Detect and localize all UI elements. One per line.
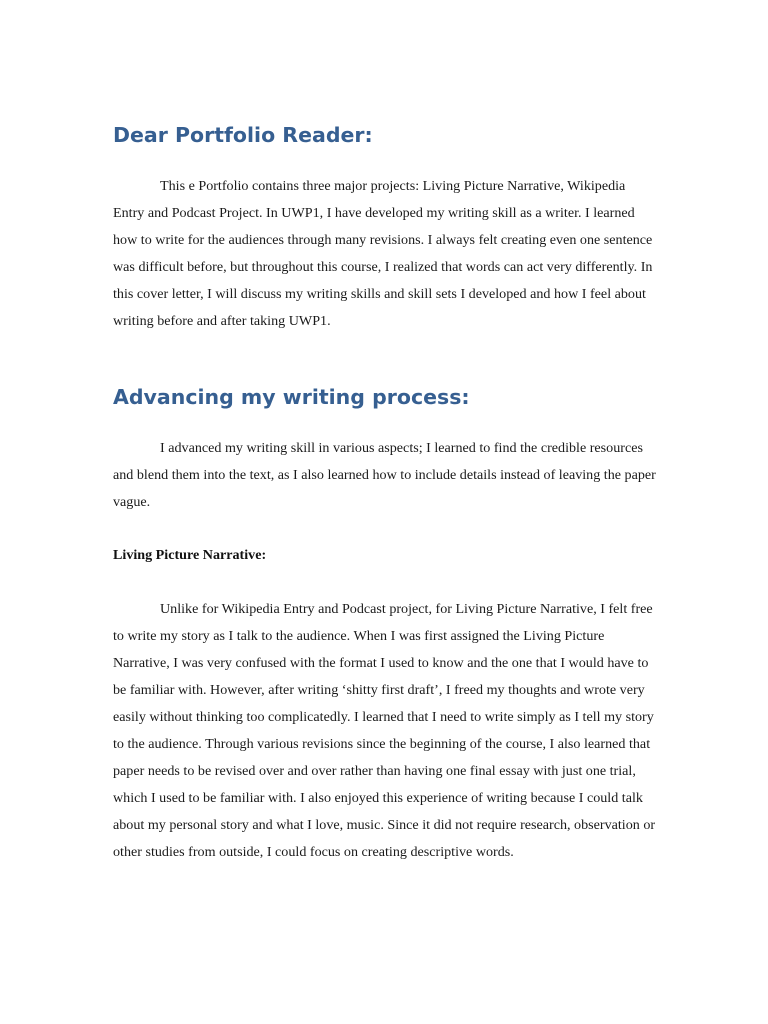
living-picture-narrative-subheading: Living Picture Narrative: xyxy=(113,547,267,563)
intro-heading: Dear Portfolio Reader: xyxy=(113,123,373,147)
process-heading: Advancing my writing process: xyxy=(113,385,470,409)
intro-paragraph: This e Portfolio contains three major projects: Living Picture Narrative, Wikipedia Entry and Podcast Project. In UWP1, I have developed my writing skill as a writer. I learned how to write for the audiences through many revisions. I always felt creating even one sentence was difficult before, but throughout this course, I realized that words can act very differently. In this cover letter, I will discuss my writing skills and skill sets I developed and how I feel about writing before and after taking UWP1. xyxy=(113,178,653,329)
living-picture-narrative-paragraph: Unlike for Wikipedia Entry and Podcast project, for Living Picture Narrative, I felt free to write my story as I talk to the audience. When I was first assigned the Living Picture Narrative, I was very confused with the format I used to know and the one that I would have to be familiar with. However, after writing ‘shitty first draft’, I freed my thoughts and wrote very easily without thinking too complicatedly. I learned that I need to write simply as I tell my story to the audience. Through various revisions since the beginning of the course, I also learned that paper needs to be revised over and over rather than having one final essay with just one trial, which I used to be familiar with. I also enjoyed this experience of writing because I could talk about my personal story and what I love, music. Since it did not require research, observation or other studies from outside, I could focus on creating descriptive words. xyxy=(113,601,656,860)
document-body xyxy=(113,117,658,866)
process-paragraph: I advanced my writing skill in various aspects; I learned to find the credible resources and blend them into the text, as I also learned how to include details instead of leaving the paper vague. xyxy=(113,440,656,510)
